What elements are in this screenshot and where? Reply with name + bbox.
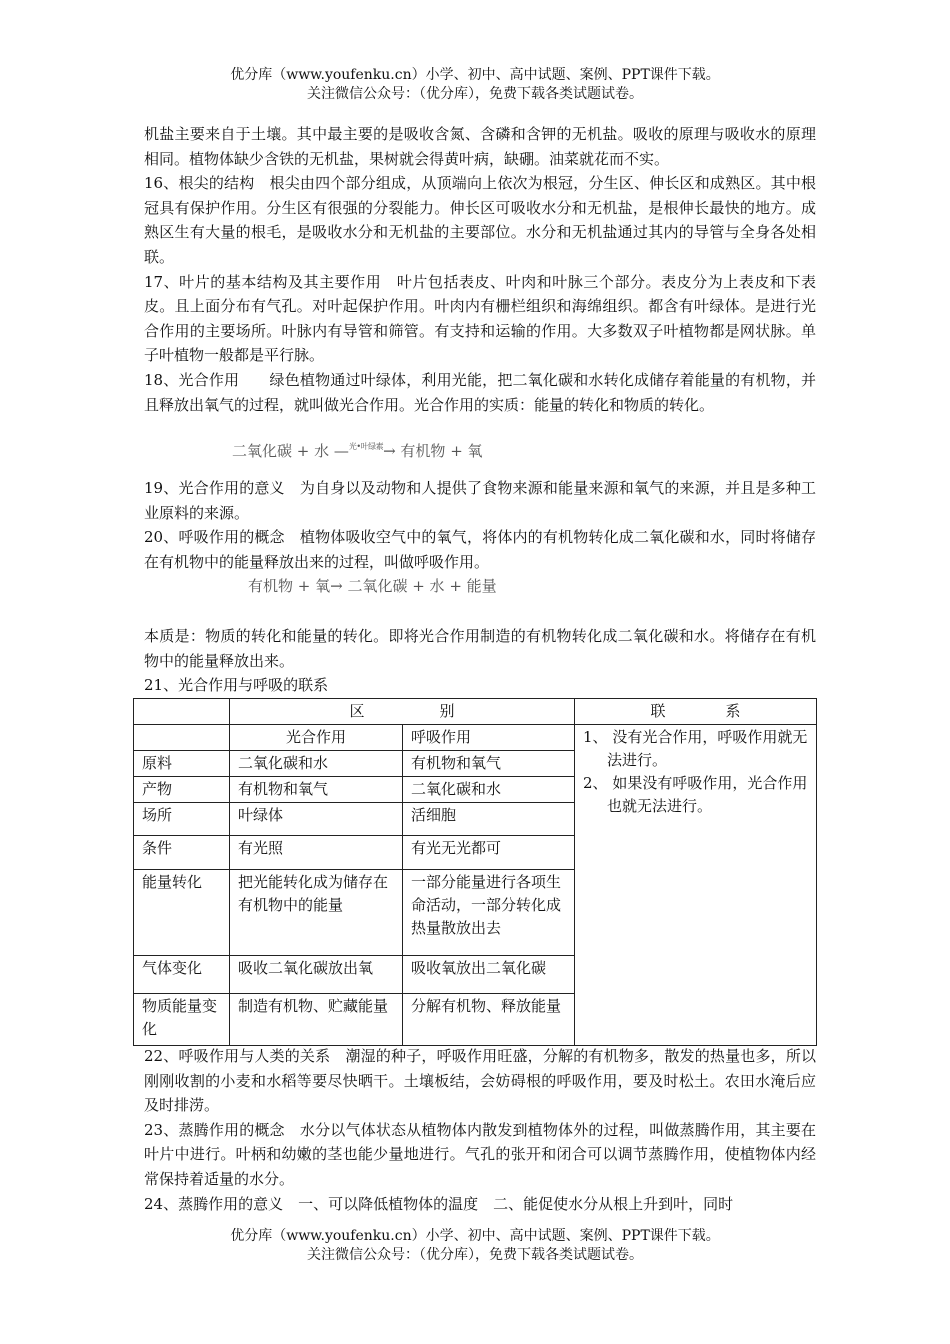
paragraph-19: 19、光合作用的意义 为自身以及动物和人提供了食物来源和能量来源和氧气的来源，并且是多种工业原料的来源。 [144,479,816,522]
page-header [0,66,950,104]
row-resp: 吸收氧放出二氧化碳 [403,956,575,994]
row-resp: 一部分能量进行各项生命活动，一部分转化成热量散放出去 [403,870,575,956]
row-label: 气体变化 [134,956,230,994]
row-resp: 有机物和氧气 [403,751,575,777]
row-photo: 有光照 [230,836,403,870]
table-head-difference: 区 别 [230,699,575,725]
paragraph-20: 20、呼吸作用的概念 植物体吸收空气中的氧气，将体内的有机物转化成二氧化碳和水，同时将储存在有机物中的能量释放出来的过程，叫做呼吸作用。 [144,528,816,571]
table-links-cell [575,725,817,1046]
header-line-2: 关注微信公众号：（优分库），免费下载各类试题试卷。 [307,86,643,102]
formula-left: 二氧化碳 + 水 — [232,442,349,460]
table-col-respiration: 呼吸作用 [403,725,575,751]
row-label: 物质能量变化 [134,994,230,1046]
formula-condition: 光•叶绿素 [348,442,384,451]
header-line-1: 优分库（www.youfenku.cn）小学、初中、高中试题、案例、PPT课件下载。 [230,67,720,83]
table-head-link: 联 系 [575,699,817,725]
row-resp: 有光无光都可 [403,836,575,870]
row-label: 产物 [134,777,230,803]
photosynthesis-formula [232,440,483,461]
row-photo: 吸收二氧化碳放出氧 [230,956,403,994]
paragraph-18: 18、光合作用 绿色植物通过叶绿体，利用光能，把二氧化碳和水转化成储存着能量的有机物，并且释放出氧气的过程，就叫做光合作用。光合作用的实质：能量的转化和物质的转化。 [144,370,816,414]
respiration-formula: 有机物 + 氧→ 二氧化碳 + 水 + 能量 [248,577,497,595]
link-item-1: 1、 没有光合作用，呼吸作用就无法进行。 [583,728,808,769]
row-label: 条件 [134,836,230,870]
section-top [144,122,816,417]
paragraph-17: 17、叶片的基本结构及其主要作用 叶片包括表皮、叶肉和叶脉三个部分。表皮分为上表皮和下表皮。且上面分布有气孔。对叶起保护作用。叶肉内有栅栏组织和海绵组织。都含有叶绿体。是进行光合作用的主要场所。叶脉内有导管和筛管。有支持和运输的作用。大多数双子叶植物都是网状脉。单子叶植物一般都是平行脉。 [144,272,816,365]
footer-line-1: 优分库（www.youfenku.cn）小学、初中、高中试题、案例、PPT课件下载。 [230,1228,720,1244]
table-blank [134,725,230,751]
formula-right: → 有机物 + 氧 [383,442,483,460]
paragraph-essence: 本质是：物质的转化和能量的转化。即将光合作用制造的有机物转化成二氧化碳和水。将储存在有机物中的能量释放出来。 [144,627,816,670]
paragraph-16: 16、根尖的结构 根尖由四个部分组成，从顶端向上依次为根冠，分生区、伸长区和成熟区。其中根冠具有保护作用。分生区有很强的分裂能力。伸长区可吸收水分和无机盐，是根伸长最快的地方。成熟区生有大量的根毛，是吸收水分和无机盐的主要部位。水分和无机盐通过其内的导管与全身各处相联。 [144,174,816,266]
paragraph-24: 24、蒸腾作用的意义 一、可以降低植物体的温度 二、能促使水分从根上升到叶，同时 [144,1194,734,1213]
paragraph-22: 22、呼吸作用与人类的关系 潮湿的种子，呼吸作用旺盛，分解的有机物多，散发的热量也多，所以刚刚收割的小麦和水稻等要尽快晒干。土壤板结，会妨碍根的呼吸作用，要及时松土。农田水淹后应及时排涝。 [144,1047,816,1115]
row-photo: 把光能转化成为储存在有机物中的能量 [230,870,403,956]
row-label: 原料 [134,751,230,777]
page-footer [0,1227,950,1265]
section-bottom [144,1044,816,1216]
section-middle [144,476,816,574]
row-photo: 有机物和氧气 [230,777,403,803]
row-photo: 二氧化碳和水 [230,751,403,777]
table-col-photosynthesis: 光合作用 [230,725,403,751]
row-resp: 分解有机物、释放能量 [403,994,575,1046]
row-label: 场所 [134,803,230,836]
row-photo: 叶绿体 [230,803,403,836]
table-corner [134,699,230,725]
paragraph-intro: 机盐主要来自于土壤。其中最主要的是吸收含氮、含磷和含钾的无机盐。吸收的原理与吸收水的原理相同。植物体缺少含铁的无机盐，果树就会得黄叶病，缺硼。油菜就花而不实。 [144,125,816,168]
footer-line-2: 关注微信公众号：（优分库），免费下载各类试题试卷。 [307,1247,643,1263]
row-resp: 二氧化碳和水 [403,777,575,803]
paragraph-23: 23、蒸腾作用的概念 水分以气体状态从植物体内散发到植物体外的过程，叫做蒸腾作用，其主要在叶片中进行。叶柄和幼嫩的茎也能少量地进行。气孔的张开和闭合可以调节蒸腾作用，使植物体内经常保持着适量的水分。 [144,1120,816,1188]
link-item-2: 2、 如果没有呼吸作用，光合作用也就无法进行。 [583,774,808,815]
paragraph-21: 21、光合作用与呼吸的联系 [144,676,329,695]
section-essence [144,624,816,698]
row-resp: 活细胞 [403,803,575,836]
comparison-table [133,698,817,1046]
row-photo: 制造有机物、贮藏能量 [230,994,403,1046]
row-label: 能量转化 [134,870,230,956]
